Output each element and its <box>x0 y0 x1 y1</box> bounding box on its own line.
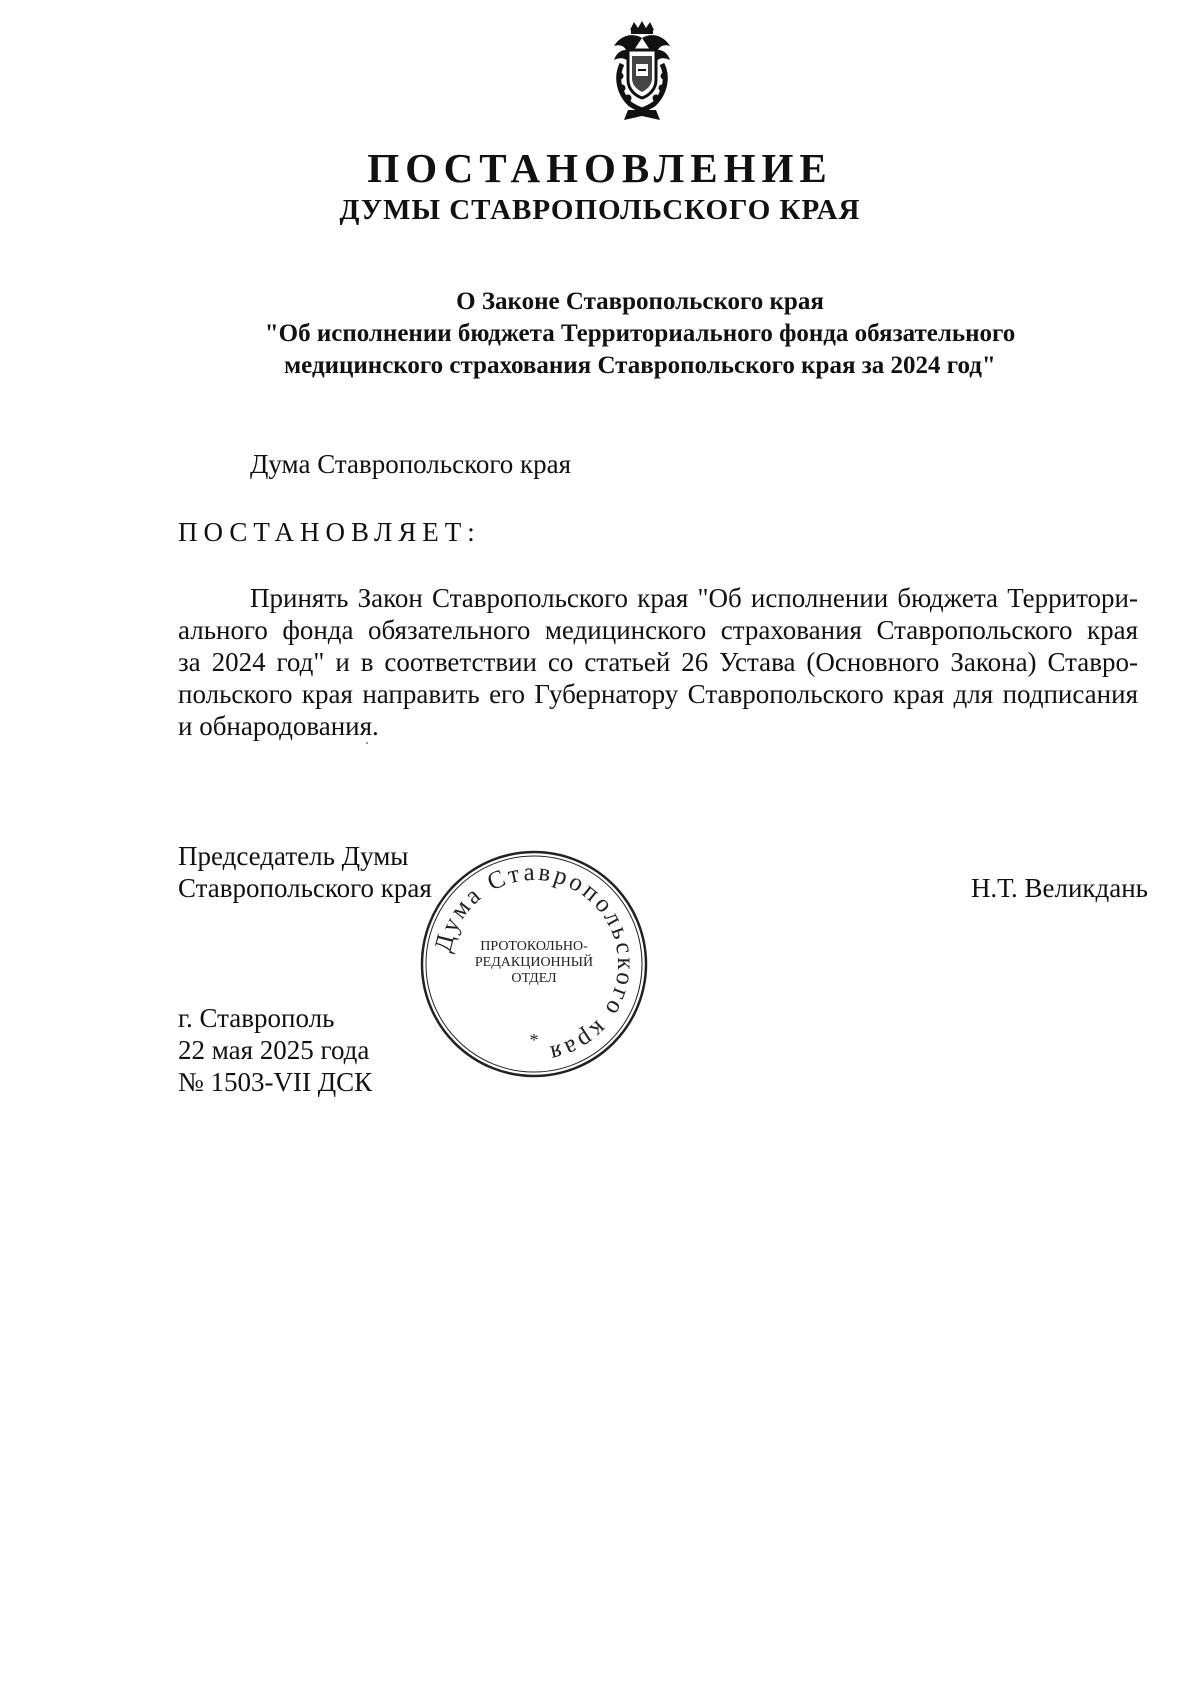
stamp-star: * <box>529 1030 539 1050</box>
signatory-name: Н.Т. Великдань <box>970 873 1148 903</box>
law-title-line: "Об исполнении бюджета Территориального фонда обязательного <box>264 320 1016 347</box>
duma-name: Дума Ставропольского края <box>250 449 571 479</box>
stamp-inner-line: ПРОТОКОЛЬНО- <box>480 939 588 954</box>
place-date-number <box>178 1002 372 1098</box>
document-number: № 1503-VII ДСК <box>178 1067 373 1097</box>
resolves-heading: ПОСТАНОВЛЯЕТ: <box>178 517 481 547</box>
stamp-inner-line: РЕДАКЦИОННЫЙ <box>474 955 594 970</box>
decision-line: польского края направить его Губернатору Ставропольского края для подписания <box>178 679 1138 709</box>
city: г. Ставрополь <box>178 1003 335 1033</box>
position-line: Председатель Думы <box>178 841 409 871</box>
document-title: ПОСТАНОВЛЕНИЕ <box>367 145 833 191</box>
decision-line: Принять Закон Ставропольского края "Об исполнении бюджета Территори- <box>250 583 1138 613</box>
stamp-ring-text: Дума Ставропольского края <box>429 858 640 1068</box>
scan-speck <box>366 742 368 744</box>
law-title <box>170 286 1110 382</box>
law-title-line: медицинского страхования Ставропольского края за 2024 год" <box>284 352 996 379</box>
decision-line: ального фонда обязательного медицинского страхования Ставропольского края <box>178 615 1138 645</box>
official-stamp <box>418 848 650 1080</box>
decision-line: и обнародования. <box>178 711 379 741</box>
coat-of-arms-icon <box>602 20 682 124</box>
signatory-position <box>178 840 432 904</box>
position-line: Ставропольского края <box>178 873 432 903</box>
stamp-inner-line: ОТДЕЛ <box>511 971 557 986</box>
date: 22 мая 2025 года <box>178 1035 370 1065</box>
decision-line: за 2024 год" и в соответствии со статьей 26 Устава (Основного Закона) Ставро- <box>178 647 1138 677</box>
document-subtitle: ДУМЫ СТАВРОПОЛЬСКОГО КРАЯ <box>339 194 861 226</box>
decision-paragraph <box>178 582 1138 742</box>
law-title-line: О Законе Ставропольского края <box>456 288 824 315</box>
